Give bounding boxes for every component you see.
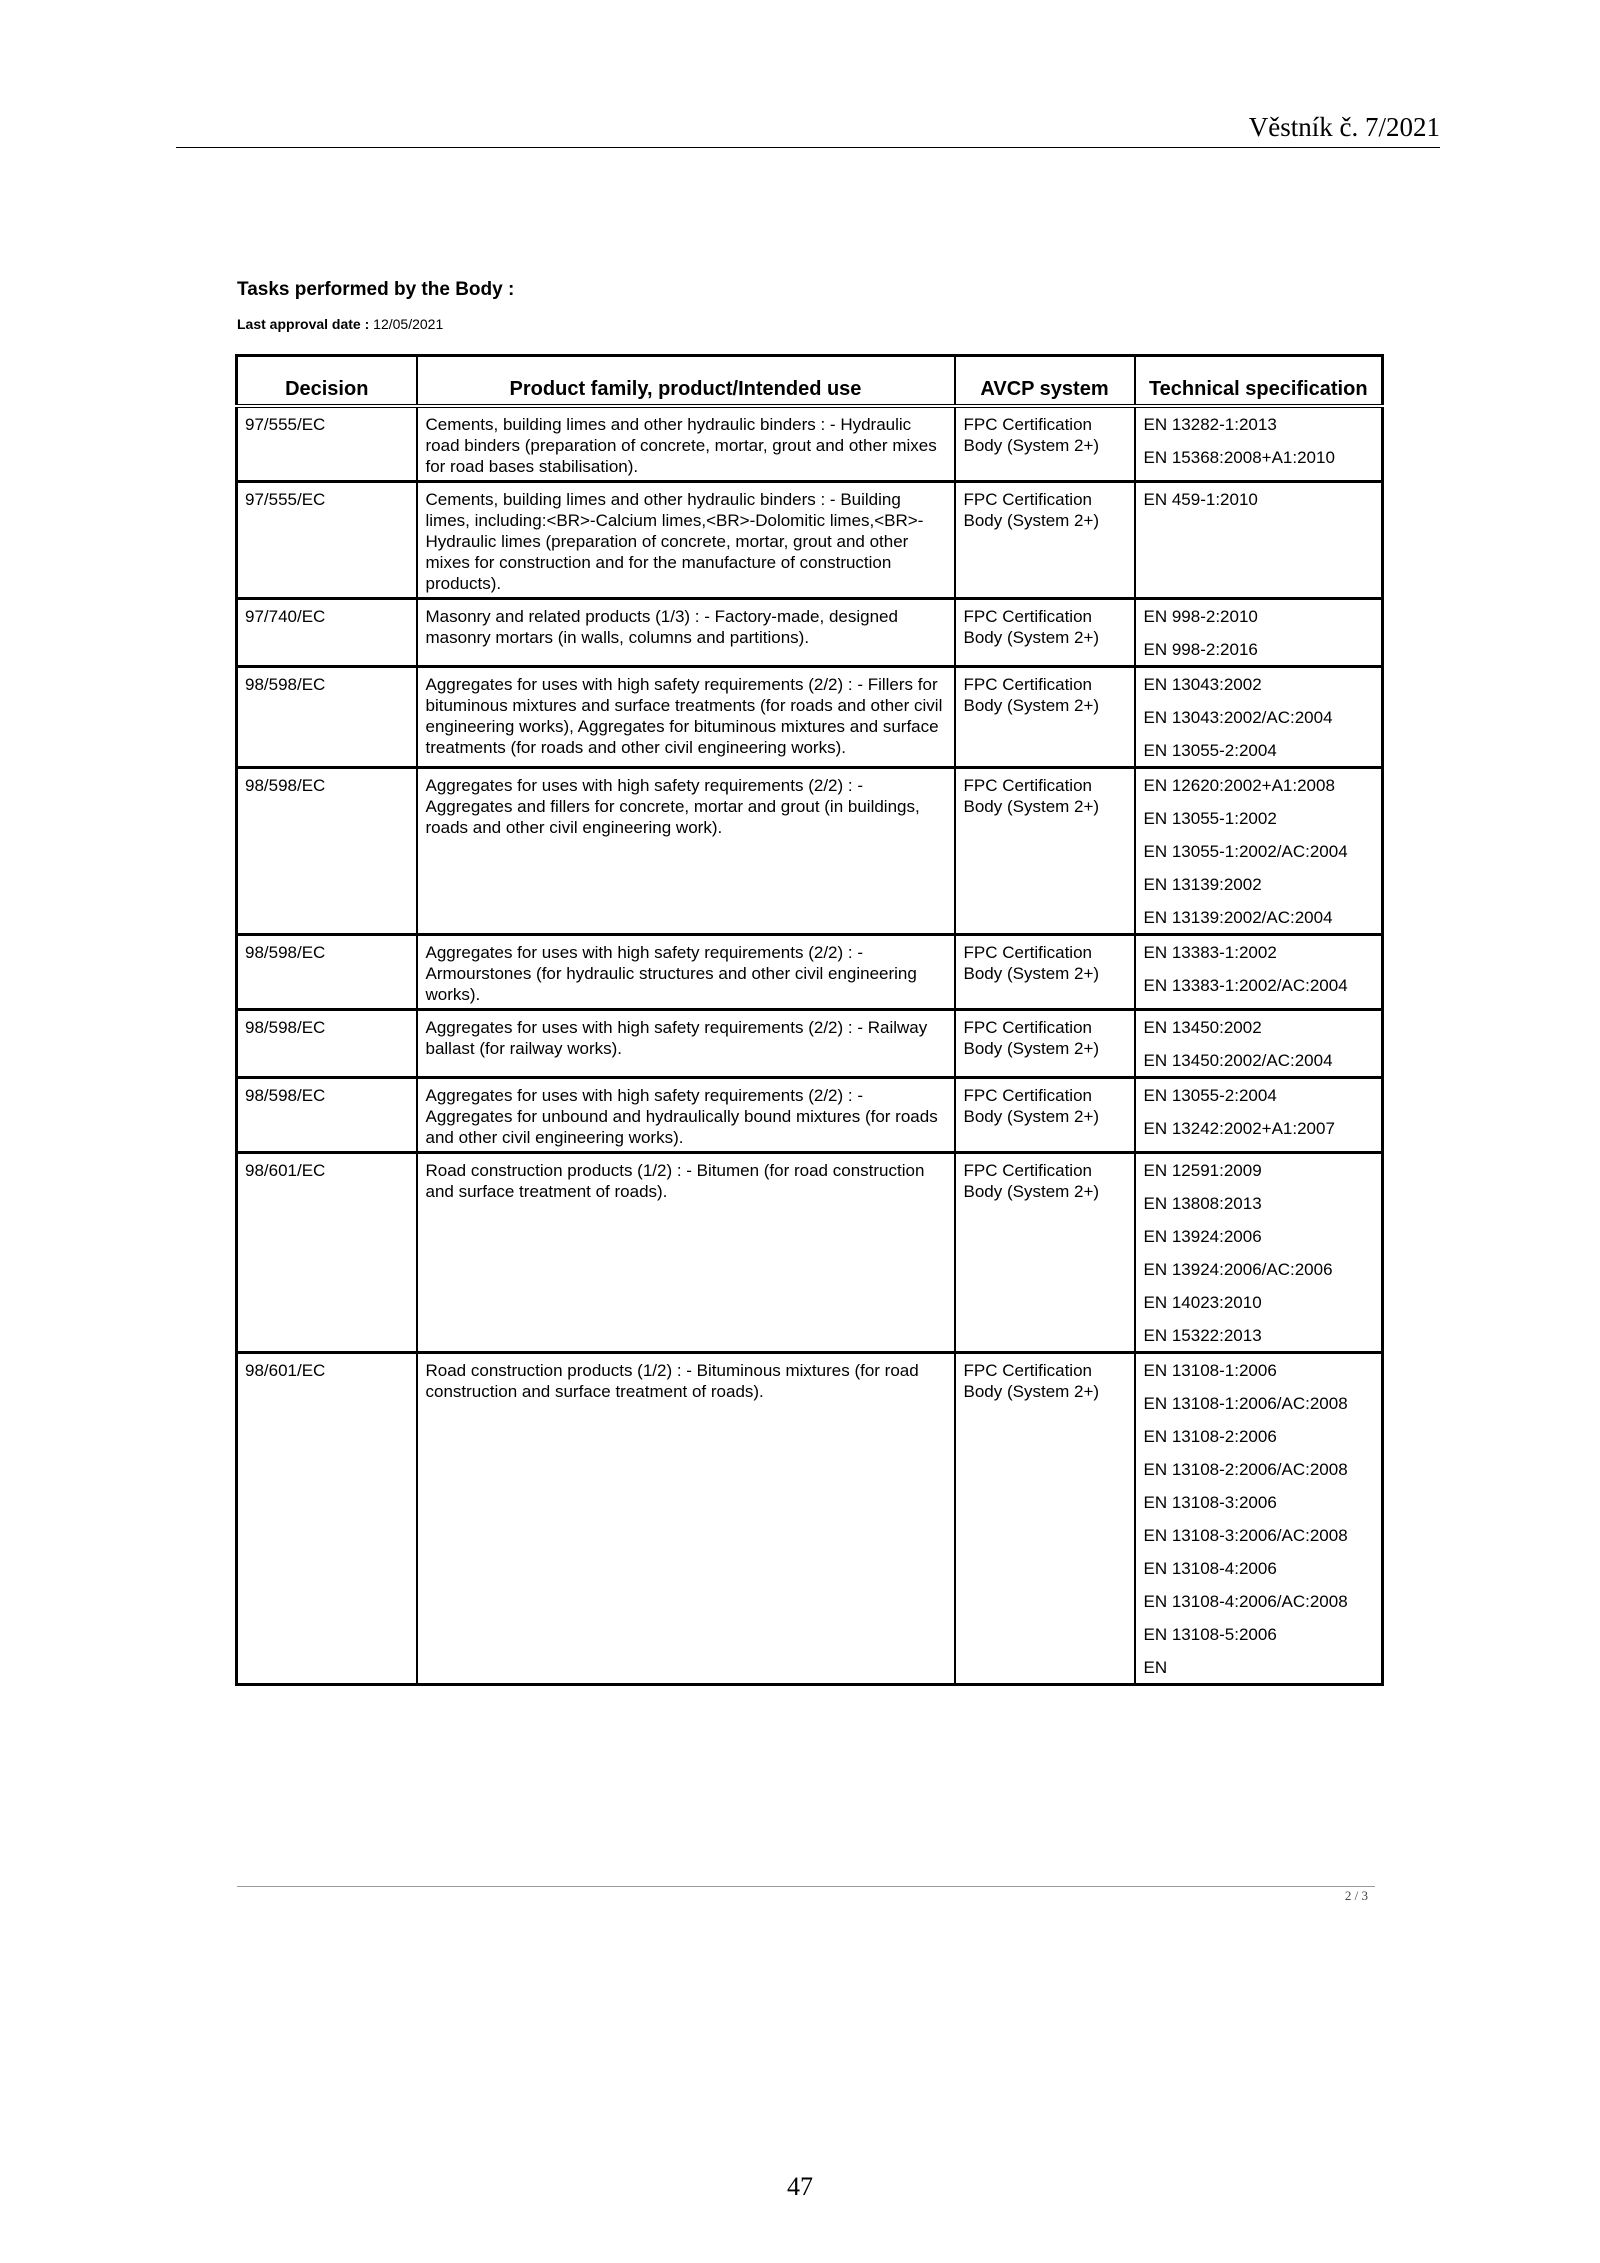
specification-item: EN 13924:2006 <box>1143 1227 1262 1246</box>
specification-item: EN 13108-2:2006/AC:2008 <box>1143 1460 1348 1479</box>
avcp-cell: FPC Certification Body (System 2+) <box>955 1353 1135 1685</box>
page-number: 47 <box>787 2172 813 2201</box>
specification-cell <box>1135 935 1383 1010</box>
column-header-specification: Technical specification <box>1135 356 1383 407</box>
product-cell: Aggregates for uses with high safety requirements (2/2) : - Railway ballast (for railway works). <box>417 1010 955 1078</box>
decision-cell: 98/598/EC <box>237 768 417 935</box>
specification-cell <box>1135 1153 1383 1353</box>
decision-cell: 97/555/EC <box>237 406 417 482</box>
avcp-cell: FPC Certification Body (System 2+) <box>955 1153 1135 1353</box>
product-cell: Cements, building limes and other hydraulic binders : - Building limes, including:<BR>-Calcium limes,<BR>-Dolomitic limes,<BR>-Hydraulic limes (preparation of concrete, mortar, grout and other mixes for construction and for the manufacture of construction products). <box>417 482 955 599</box>
specification-cell <box>1135 406 1383 482</box>
decision-cell: 97/740/EC <box>237 599 417 667</box>
decision-cell: 97/555/EC <box>237 482 417 599</box>
specification-item: EN 13808:2013 <box>1143 1194 1262 1213</box>
header-divider <box>176 147 1440 148</box>
specification-item: EN 13108-4:2006 <box>1143 1559 1277 1578</box>
tasks-table-body <box>237 406 1383 1685</box>
specification-cell <box>1135 1010 1383 1078</box>
decision-cell: 98/601/EC <box>237 1153 417 1353</box>
specification-item: EN 13108-3:2006 <box>1143 1493 1277 1512</box>
column-header-avcp: AVCP system <box>955 356 1135 407</box>
specification-item: EN 13055-2:2004 <box>1143 741 1277 760</box>
footer-divider <box>237 1886 1375 1887</box>
avcp-cell: FPC Certification Body (System 2+) <box>955 935 1135 1010</box>
avcp-cell: FPC Certification Body (System 2+) <box>955 768 1135 935</box>
avcp-cell: FPC Certification Body (System 2+) <box>955 599 1135 667</box>
specification-item: EN 13055-1:2002/AC:2004 <box>1143 842 1348 861</box>
table-row <box>237 1010 1383 1078</box>
table-row <box>237 406 1383 482</box>
avcp-cell: FPC Certification Body (System 2+) <box>955 667 1135 768</box>
specification-item: EN 13383-1:2002/AC:2004 <box>1143 976 1348 995</box>
column-header-decision: Decision <box>237 356 417 407</box>
table-row <box>237 482 1383 599</box>
specification-item: EN 13108-4:2006/AC:2008 <box>1143 1592 1348 1611</box>
specification-item: EN 459-1:2010 <box>1143 490 1258 509</box>
product-cell: Road construction products (1/2) : - Bituminous mixtures (for road construction and surface treatment of roads). <box>417 1353 955 1685</box>
specification-cell <box>1135 667 1383 768</box>
decision-cell: 98/598/EC <box>237 935 417 1010</box>
product-cell: Aggregates for uses with high safety requirements (2/2) : - Aggregates for unbound and hydraulically bound mixtures (for roads and other civil engineering works). <box>417 1078 955 1153</box>
table-header-row <box>237 356 1383 407</box>
specification-cell <box>1135 599 1383 667</box>
avcp-cell: FPC Certification Body (System 2+) <box>955 1010 1135 1078</box>
table-row <box>237 667 1383 768</box>
avcp-cell: FPC Certification Body (System 2+) <box>955 406 1135 482</box>
specification-item: EN 13282-1:2013 <box>1143 415 1277 434</box>
specification-item: EN 13108-1:2006 <box>1143 1361 1277 1380</box>
specification-item: EN 12591:2009 <box>1143 1161 1262 1180</box>
approval-date-value: 12/05/2021 <box>373 316 444 332</box>
specification-item: EN 998-2:2010 <box>1143 607 1258 626</box>
specification-item: EN 13139:2002 <box>1143 875 1262 894</box>
specification-item: EN 13924:2006/AC:2006 <box>1143 1260 1333 1279</box>
product-cell: Road construction products (1/2) : - Bitumen (for road construction and surface treatment of roads). <box>417 1153 955 1353</box>
specification-cell <box>1135 768 1383 935</box>
specification-cell <box>1135 1353 1383 1685</box>
specification-item: EN 15322:2013 <box>1143 1326 1262 1345</box>
decision-cell: 98/601/EC <box>237 1353 417 1685</box>
specification-item: EN 13055-1:2002 <box>1143 809 1277 828</box>
specification-cell <box>1135 1078 1383 1153</box>
journal-header-title: Věstník č. 7/2021 <box>1248 112 1440 142</box>
specification-item: EN 13043:2002/AC:2004 <box>1143 708 1333 727</box>
table-row <box>237 768 1383 935</box>
decision-cell: 98/598/EC <box>237 1010 417 1078</box>
specification-item: EN 13139:2002/AC:2004 <box>1143 908 1333 927</box>
specification-item: EN 13108-1:2006/AC:2008 <box>1143 1394 1348 1413</box>
approval-date-label: Last approval date : <box>237 316 370 332</box>
specification-item: EN 13108-2:2006 <box>1143 1427 1277 1446</box>
specification-item: EN 14023:2010 <box>1143 1293 1262 1312</box>
table-row <box>237 599 1383 667</box>
table-row <box>237 1153 1383 1353</box>
specification-item: EN 15368:2008+A1:2010 <box>1143 448 1335 467</box>
table-row <box>237 935 1383 1010</box>
specification-item: EN 13108-5:2006 <box>1143 1625 1277 1644</box>
specification-item: EN 13242:2002+A1:2007 <box>1143 1119 1335 1138</box>
column-header-product: Product family, product/Intended use <box>417 356 955 407</box>
product-cell: Cements, building limes and other hydraulic binders : - Hydraulic road binders (preparation of concrete, mortar, grout and other mixes for road bases stabilisation). <box>417 406 955 482</box>
product-cell: Masonry and related products (1/3) : - Factory-made, designed masonry mortars (in walls, columns and partitions). <box>417 599 955 667</box>
product-cell: Aggregates for uses with high safety requirements (2/2) : - Aggregates and fillers for concrete, mortar and grout (in buildings, roads and other civil engineering work). <box>417 768 955 935</box>
table-row <box>237 1353 1383 1685</box>
tasks-table <box>235 354 1384 1686</box>
table-row <box>237 1078 1383 1153</box>
approval-date-line <box>237 316 443 332</box>
page-of-indicator: 2 / 3 <box>1344 1888 1368 1903</box>
specification-item: EN 12620:2002+A1:2008 <box>1143 776 1335 795</box>
specification-item: EN 13383-1:2002 <box>1143 943 1277 962</box>
specification-item: EN 998-2:2016 <box>1143 640 1258 659</box>
avcp-cell: FPC Certification Body (System 2+) <box>955 1078 1135 1153</box>
specification-item: EN 13450:2002 <box>1143 1018 1262 1037</box>
product-cell: Aggregates for uses with high safety requirements (2/2) : - Armourstones (for hydraulic structures and other civil engineering works). <box>417 935 955 1010</box>
decision-cell: 98/598/EC <box>237 667 417 768</box>
section-title: Tasks performed by the Body : <box>237 279 515 300</box>
specification-item: EN 13043:2002 <box>1143 675 1262 694</box>
decision-cell: 98/598/EC <box>237 1078 417 1153</box>
specification-item: EN 13055-2:2004 <box>1143 1086 1277 1105</box>
specification-cell <box>1135 482 1383 599</box>
avcp-cell: FPC Certification Body (System 2+) <box>955 482 1135 599</box>
specification-item: EN 13450:2002/AC:2004 <box>1143 1051 1333 1070</box>
product-cell: Aggregates for uses with high safety requirements (2/2) : - Fillers for bituminous mixtures and surface treatments (for roads and other civil engineering works), Aggregates for bituminous mixtures and surface treatments (for roads and other civil engineering works). <box>417 667 955 768</box>
specification-item: EN 13108-3:2006/AC:2008 <box>1143 1526 1348 1545</box>
specification-item: EN <box>1143 1658 1168 1677</box>
